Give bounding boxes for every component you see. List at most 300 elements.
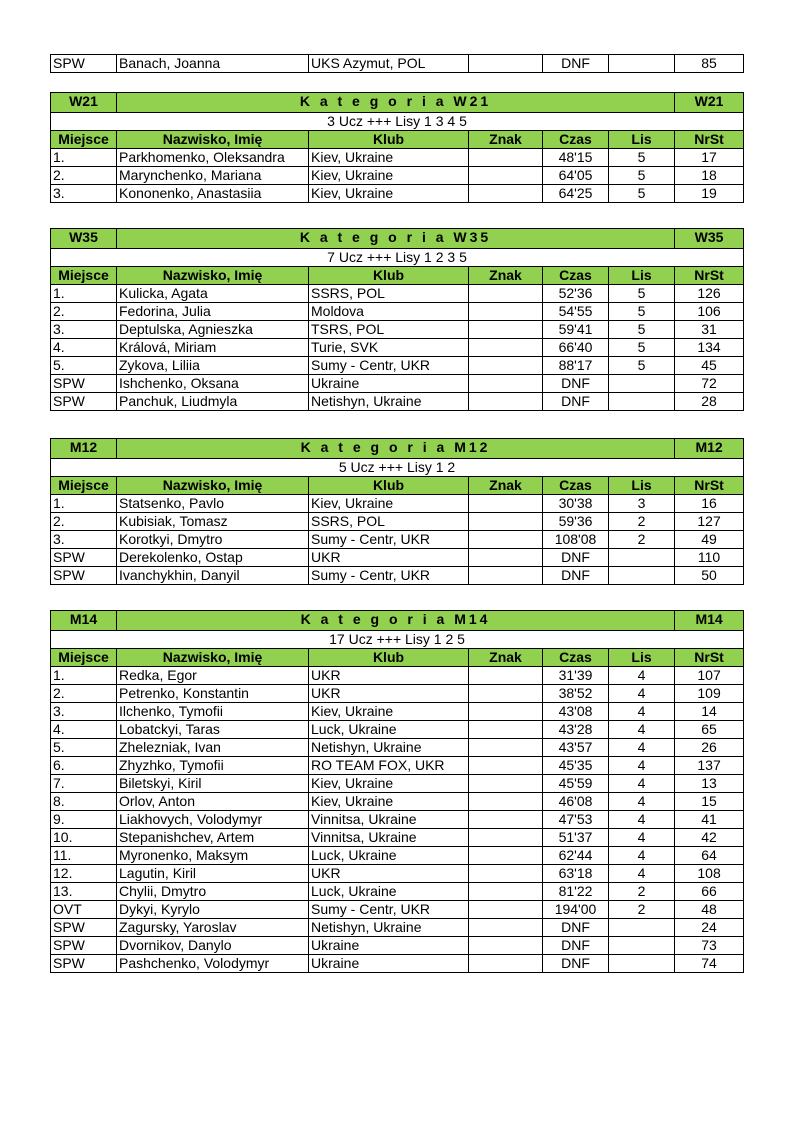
place-cell: SPW bbox=[51, 937, 117, 955]
lis-cell: 4 bbox=[609, 757, 675, 775]
column-header-row bbox=[51, 477, 744, 495]
nrst-cell: 73 bbox=[675, 937, 744, 955]
header-club: Klub bbox=[309, 649, 469, 667]
nrst-cell: 41 bbox=[675, 811, 744, 829]
club-cell: Netishyn, Ukraine bbox=[309, 919, 469, 937]
time-cell: 54'55 bbox=[543, 303, 609, 321]
category-header-row bbox=[51, 93, 744, 113]
lis-cell: 4 bbox=[609, 703, 675, 721]
category-info: 5 Ucz +++ Lisy 1 2 bbox=[51, 459, 744, 477]
category-code-right: W21 bbox=[675, 93, 744, 113]
column-header-row bbox=[51, 649, 744, 667]
club-cell: Vinnitsa, Ukraine bbox=[309, 829, 469, 847]
nrst-cell: 66 bbox=[675, 883, 744, 901]
nrst-cell: 65 bbox=[675, 721, 744, 739]
sign-cell bbox=[469, 285, 543, 303]
header-lis: Lis bbox=[609, 649, 675, 667]
place-cell: SPW bbox=[51, 919, 117, 937]
table-row bbox=[51, 703, 744, 721]
sign-cell bbox=[469, 567, 543, 585]
time-cell: 63'18 bbox=[543, 865, 609, 883]
table-row bbox=[51, 393, 744, 411]
header-name: Nazwisko, Imię bbox=[117, 649, 309, 667]
time-cell: 43'08 bbox=[543, 703, 609, 721]
sign-cell bbox=[469, 829, 543, 847]
table-row bbox=[51, 375, 744, 393]
lis-cell: 4 bbox=[609, 865, 675, 883]
nrst-cell: 17 bbox=[675, 149, 744, 167]
name-cell: Liakhovych, Volodymyr bbox=[117, 811, 309, 829]
nrst-cell: 106 bbox=[675, 303, 744, 321]
lis-cell: 4 bbox=[609, 721, 675, 739]
sign-cell bbox=[469, 357, 543, 375]
sign-cell bbox=[469, 703, 543, 721]
column-header-row bbox=[51, 267, 744, 285]
lis-cell: 2 bbox=[609, 513, 675, 531]
place-cell: 1. bbox=[51, 149, 117, 167]
sign-cell bbox=[469, 185, 543, 203]
sign-cell bbox=[469, 721, 543, 739]
name-cell: Zhyzhko, Tymofii bbox=[117, 757, 309, 775]
place-cell: 2. bbox=[51, 685, 117, 703]
table-row bbox=[51, 919, 744, 937]
lis-cell: 5 bbox=[609, 339, 675, 357]
nrst-cell: 74 bbox=[675, 955, 744, 973]
table-row bbox=[51, 685, 744, 703]
sign-cell bbox=[469, 739, 543, 757]
table-row bbox=[51, 883, 744, 901]
sign-cell bbox=[469, 685, 543, 703]
club-cell: Sumy - Centr, UKR bbox=[309, 531, 469, 549]
nrst-cell: 45 bbox=[675, 357, 744, 375]
place-cell: 11. bbox=[51, 847, 117, 865]
header-nrst: NrSt bbox=[675, 267, 744, 285]
place-cell: SPW bbox=[51, 567, 117, 585]
category-table-w35 bbox=[50, 228, 744, 411]
name-cell: Banach, Joanna bbox=[117, 55, 309, 73]
table-row bbox=[51, 775, 744, 793]
header-sign: Znak bbox=[469, 477, 543, 495]
lis-cell: 3 bbox=[609, 495, 675, 513]
name-cell: Lagutin, Kiril bbox=[117, 865, 309, 883]
club-cell: Sumy - Centr, UKR bbox=[309, 567, 469, 585]
name-cell: Myronenko, Maksym bbox=[117, 847, 309, 865]
table-row bbox=[51, 937, 744, 955]
place-cell: 6. bbox=[51, 757, 117, 775]
time-cell: 62'44 bbox=[543, 847, 609, 865]
club-cell: Vinnitsa, Ukraine bbox=[309, 811, 469, 829]
category-info-row bbox=[51, 249, 744, 267]
category-code-right: W35 bbox=[675, 229, 744, 249]
lis-cell: 4 bbox=[609, 739, 675, 757]
name-cell: Panchuk, Liudmyla bbox=[117, 393, 309, 411]
table-row bbox=[51, 667, 744, 685]
time-cell: DNF bbox=[543, 55, 609, 73]
lis-cell: 4 bbox=[609, 667, 675, 685]
lis-cell: 5 bbox=[609, 185, 675, 203]
lis-cell bbox=[609, 919, 675, 937]
place-cell: OVT bbox=[51, 901, 117, 919]
nrst-cell: 50 bbox=[675, 567, 744, 585]
time-cell: 59'36 bbox=[543, 513, 609, 531]
time-cell: 108'08 bbox=[543, 531, 609, 549]
place-cell: SPW bbox=[51, 393, 117, 411]
nrst-cell: 108 bbox=[675, 865, 744, 883]
category-table-m14 bbox=[50, 610, 744, 973]
nrst-cell: 31 bbox=[675, 321, 744, 339]
time-cell: 38'52 bbox=[543, 685, 609, 703]
nrst-cell: 72 bbox=[675, 375, 744, 393]
header-place: Miejsce bbox=[51, 131, 117, 149]
table-row bbox=[51, 531, 744, 549]
name-cell: Biletskyi, Kiril bbox=[117, 775, 309, 793]
club-cell: UKR bbox=[309, 549, 469, 567]
place-cell: 1. bbox=[51, 667, 117, 685]
name-cell: Zykova, Liliia bbox=[117, 357, 309, 375]
table-row bbox=[51, 847, 744, 865]
category-code-left: W35 bbox=[51, 229, 117, 249]
nrst-cell: 26 bbox=[675, 739, 744, 757]
header-place: Miejsce bbox=[51, 649, 117, 667]
nrst-cell: 134 bbox=[675, 339, 744, 357]
category-title: K a t e g o r i a M14 bbox=[117, 611, 675, 631]
lis-cell bbox=[609, 55, 675, 73]
club-cell: RO TEAM FOX, UKR bbox=[309, 757, 469, 775]
place-cell: 3. bbox=[51, 703, 117, 721]
nrst-cell: 109 bbox=[675, 685, 744, 703]
name-cell: Ishchenko, Oksana bbox=[117, 375, 309, 393]
nrst-cell: 18 bbox=[675, 167, 744, 185]
name-cell: Ivanchykhin, Danyil bbox=[117, 567, 309, 585]
name-cell: Redka, Egor bbox=[117, 667, 309, 685]
category-info-row bbox=[51, 631, 744, 649]
table-row bbox=[51, 955, 744, 973]
place-cell: 9. bbox=[51, 811, 117, 829]
name-cell: Petrenko, Konstantin bbox=[117, 685, 309, 703]
time-cell: 51'37 bbox=[543, 829, 609, 847]
place-cell: 5. bbox=[51, 357, 117, 375]
lis-cell: 5 bbox=[609, 149, 675, 167]
category-code-right: M12 bbox=[675, 439, 744, 459]
place-cell: 8. bbox=[51, 793, 117, 811]
club-cell: UKS Azymut, POL bbox=[309, 55, 469, 73]
lis-cell: 5 bbox=[609, 303, 675, 321]
place-cell: SPW bbox=[51, 375, 117, 393]
nrst-cell: 85 bbox=[675, 55, 744, 73]
name-cell: Kulicka, Agata bbox=[117, 285, 309, 303]
table-row bbox=[51, 811, 744, 829]
table-row bbox=[51, 285, 744, 303]
sign-cell bbox=[469, 901, 543, 919]
category-code-left: M14 bbox=[51, 611, 117, 631]
category-title: K a t e g o r i a M12 bbox=[117, 439, 675, 459]
club-cell: Kiev, Ukraine bbox=[309, 185, 469, 203]
sign-cell bbox=[469, 775, 543, 793]
sign-cell bbox=[469, 513, 543, 531]
category-header-row bbox=[51, 229, 744, 249]
header-name: Nazwisko, Imię bbox=[117, 477, 309, 495]
sign-cell bbox=[469, 937, 543, 955]
category-title: K a t e g o r i a W35 bbox=[117, 229, 675, 249]
club-cell: Ukraine bbox=[309, 955, 469, 973]
place-cell: SPW bbox=[51, 55, 117, 73]
place-cell: 3. bbox=[51, 185, 117, 203]
place-cell: 10. bbox=[51, 829, 117, 847]
table-row bbox=[51, 793, 744, 811]
header-lis: Lis bbox=[609, 477, 675, 495]
lis-cell: 2 bbox=[609, 883, 675, 901]
club-cell: SSRS, POL bbox=[309, 513, 469, 531]
header-lis: Lis bbox=[609, 267, 675, 285]
club-cell: Kiev, Ukraine bbox=[309, 793, 469, 811]
sign-cell bbox=[469, 919, 543, 937]
header-place: Miejsce bbox=[51, 477, 117, 495]
lis-cell bbox=[609, 549, 675, 567]
name-cell: Dvornikov, Danylo bbox=[117, 937, 309, 955]
club-cell: TSRS, POL bbox=[309, 321, 469, 339]
category-title: K a t e g o r i a W21 bbox=[117, 93, 675, 113]
lis-cell: 4 bbox=[609, 685, 675, 703]
table-row bbox=[51, 513, 744, 531]
time-cell: 30'38 bbox=[543, 495, 609, 513]
time-cell: 194'00 bbox=[543, 901, 609, 919]
club-cell: Netishyn, Ukraine bbox=[309, 739, 469, 757]
place-cell: SPW bbox=[51, 549, 117, 567]
nrst-cell: 42 bbox=[675, 829, 744, 847]
name-cell: Dykyi, Kyrylo bbox=[117, 901, 309, 919]
category-info-row bbox=[51, 459, 744, 477]
category-info: 7 Ucz +++ Lisy 1 2 3 5 bbox=[51, 249, 744, 267]
nrst-cell: 107 bbox=[675, 667, 744, 685]
sign-cell bbox=[469, 847, 543, 865]
sign-cell bbox=[469, 811, 543, 829]
club-cell: Sumy - Centr, UKR bbox=[309, 357, 469, 375]
sign-cell bbox=[469, 375, 543, 393]
sign-cell bbox=[469, 339, 543, 357]
lis-cell bbox=[609, 937, 675, 955]
club-cell: Netishyn, Ukraine bbox=[309, 393, 469, 411]
sign-cell bbox=[469, 955, 543, 973]
header-time: Czas bbox=[543, 131, 609, 149]
name-cell: Zhelezniak, Ivan bbox=[117, 739, 309, 757]
club-cell: Kiev, Ukraine bbox=[309, 775, 469, 793]
table-row bbox=[51, 721, 744, 739]
time-cell: 81'22 bbox=[543, 883, 609, 901]
lis-cell: 4 bbox=[609, 793, 675, 811]
sign-cell bbox=[469, 495, 543, 513]
club-cell: Ukraine bbox=[309, 375, 469, 393]
nrst-cell: 15 bbox=[675, 793, 744, 811]
lis-cell: 2 bbox=[609, 531, 675, 549]
time-cell: 48'15 bbox=[543, 149, 609, 167]
table-row bbox=[51, 321, 744, 339]
column-header-row bbox=[51, 131, 744, 149]
category-table-w21 bbox=[50, 92, 744, 203]
club-cell: Luck, Ukraine bbox=[309, 883, 469, 901]
place-cell: 1. bbox=[51, 285, 117, 303]
continuation-table bbox=[50, 54, 744, 73]
name-cell: Kononenko, Anastasiia bbox=[117, 185, 309, 203]
nrst-cell: 48 bbox=[675, 901, 744, 919]
table-row bbox=[51, 55, 744, 73]
lis-cell: 4 bbox=[609, 811, 675, 829]
lis-cell: 4 bbox=[609, 847, 675, 865]
time-cell: DNF bbox=[543, 937, 609, 955]
lis-cell bbox=[609, 955, 675, 973]
place-cell: 3. bbox=[51, 321, 117, 339]
place-cell: 4. bbox=[51, 721, 117, 739]
sign-cell bbox=[469, 883, 543, 901]
place-cell: 7. bbox=[51, 775, 117, 793]
time-cell: 47'53 bbox=[543, 811, 609, 829]
nrst-cell: 110 bbox=[675, 549, 744, 567]
time-cell: 46'08 bbox=[543, 793, 609, 811]
place-cell: 5. bbox=[51, 739, 117, 757]
place-cell: 3. bbox=[51, 531, 117, 549]
time-cell: DNF bbox=[543, 567, 609, 585]
table-row bbox=[51, 829, 744, 847]
header-nrst: NrSt bbox=[675, 131, 744, 149]
table-row bbox=[51, 901, 744, 919]
time-cell: DNF bbox=[543, 919, 609, 937]
nrst-cell: 28 bbox=[675, 393, 744, 411]
club-cell: Kiev, Ukraine bbox=[309, 149, 469, 167]
club-cell: Luck, Ukraine bbox=[309, 721, 469, 739]
table-row bbox=[51, 357, 744, 375]
sign-cell bbox=[469, 793, 543, 811]
name-cell: Ilchenko, Tymofii bbox=[117, 703, 309, 721]
table-row bbox=[51, 167, 744, 185]
club-cell: Ukraine bbox=[309, 937, 469, 955]
header-sign: Znak bbox=[469, 649, 543, 667]
time-cell: 52'36 bbox=[543, 285, 609, 303]
name-cell: Statsenko, Pavlo bbox=[117, 495, 309, 513]
club-cell: UKR bbox=[309, 865, 469, 883]
name-cell: Derekolenko, Ostap bbox=[117, 549, 309, 567]
lis-cell bbox=[609, 567, 675, 585]
sign-cell bbox=[469, 549, 543, 567]
time-cell: DNF bbox=[543, 393, 609, 411]
header-time: Czas bbox=[543, 267, 609, 285]
time-cell: 64'25 bbox=[543, 185, 609, 203]
place-cell: 2. bbox=[51, 513, 117, 531]
lis-cell: 5 bbox=[609, 167, 675, 185]
lis-cell: 2 bbox=[609, 901, 675, 919]
header-time: Czas bbox=[543, 649, 609, 667]
lis-cell: 5 bbox=[609, 357, 675, 375]
category-info-row bbox=[51, 113, 744, 131]
sign-cell bbox=[469, 149, 543, 167]
place-cell: 4. bbox=[51, 339, 117, 357]
place-cell: 1. bbox=[51, 495, 117, 513]
name-cell: Marynchenko, Mariana bbox=[117, 167, 309, 185]
place-cell: 2. bbox=[51, 303, 117, 321]
category-table-m12 bbox=[50, 438, 744, 585]
nrst-cell: 13 bbox=[675, 775, 744, 793]
name-cell: Fedorina, Julia bbox=[117, 303, 309, 321]
time-cell: DNF bbox=[543, 955, 609, 973]
header-sign: Znak bbox=[469, 131, 543, 149]
header-place: Miejsce bbox=[51, 267, 117, 285]
table-row bbox=[51, 739, 744, 757]
club-cell: Luck, Ukraine bbox=[309, 847, 469, 865]
header-name: Nazwisko, Imię bbox=[117, 131, 309, 149]
time-cell: 43'28 bbox=[543, 721, 609, 739]
time-cell: 59'41 bbox=[543, 321, 609, 339]
place-cell: SPW bbox=[51, 955, 117, 973]
table-row bbox=[51, 757, 744, 775]
table-row bbox=[51, 549, 744, 567]
time-cell: 43'57 bbox=[543, 739, 609, 757]
table-row bbox=[51, 567, 744, 585]
header-time: Czas bbox=[543, 477, 609, 495]
name-cell: Pashchenko, Volodymyr bbox=[117, 955, 309, 973]
nrst-cell: 127 bbox=[675, 513, 744, 531]
table-row bbox=[51, 495, 744, 513]
category-code-left: W21 bbox=[51, 93, 117, 113]
table-row bbox=[51, 149, 744, 167]
sign-cell bbox=[469, 321, 543, 339]
sign-cell bbox=[469, 167, 543, 185]
time-cell: 45'59 bbox=[543, 775, 609, 793]
sign-cell bbox=[469, 393, 543, 411]
time-cell: 31'39 bbox=[543, 667, 609, 685]
lis-cell: 4 bbox=[609, 829, 675, 847]
name-cell: Kubisiak, Tomasz bbox=[117, 513, 309, 531]
category-header-row bbox=[51, 611, 744, 631]
header-club: Klub bbox=[309, 131, 469, 149]
category-info: 3 Ucz +++ Lisy 1 3 4 5 bbox=[51, 113, 744, 131]
club-cell: Turie, SVK bbox=[309, 339, 469, 357]
place-cell: 12. bbox=[51, 865, 117, 883]
category-code-left: M12 bbox=[51, 439, 117, 459]
lis-cell: 4 bbox=[609, 775, 675, 793]
category-code-right: M14 bbox=[675, 611, 744, 631]
sign-cell bbox=[469, 531, 543, 549]
club-cell: Kiev, Ukraine bbox=[309, 167, 469, 185]
place-cell: 13. bbox=[51, 883, 117, 901]
nrst-cell: 49 bbox=[675, 531, 744, 549]
table-row bbox=[51, 865, 744, 883]
nrst-cell: 137 bbox=[675, 757, 744, 775]
lis-cell: 5 bbox=[609, 321, 675, 339]
club-cell: Kiev, Ukraine bbox=[309, 703, 469, 721]
club-cell: UKR bbox=[309, 685, 469, 703]
table-row bbox=[51, 185, 744, 203]
header-club: Klub bbox=[309, 477, 469, 495]
header-name: Nazwisko, Imię bbox=[117, 267, 309, 285]
sign-cell bbox=[469, 865, 543, 883]
name-cell: Králová, Miriam bbox=[117, 339, 309, 357]
header-nrst: NrSt bbox=[675, 477, 744, 495]
category-info: 17 Ucz +++ Lisy 1 2 5 bbox=[51, 631, 744, 649]
table-row bbox=[51, 303, 744, 321]
lis-cell bbox=[609, 393, 675, 411]
time-cell: DNF bbox=[543, 549, 609, 567]
nrst-cell: 14 bbox=[675, 703, 744, 721]
club-cell: Sumy - Centr, UKR bbox=[309, 901, 469, 919]
time-cell: 64'05 bbox=[543, 167, 609, 185]
time-cell: 45'35 bbox=[543, 757, 609, 775]
table-row bbox=[51, 339, 744, 357]
club-cell: Moldova bbox=[309, 303, 469, 321]
nrst-cell: 19 bbox=[675, 185, 744, 203]
time-cell: DNF bbox=[543, 375, 609, 393]
header-sign: Znak bbox=[469, 267, 543, 285]
time-cell: 66'40 bbox=[543, 339, 609, 357]
club-cell: SSRS, POL bbox=[309, 285, 469, 303]
header-nrst: NrSt bbox=[675, 649, 744, 667]
